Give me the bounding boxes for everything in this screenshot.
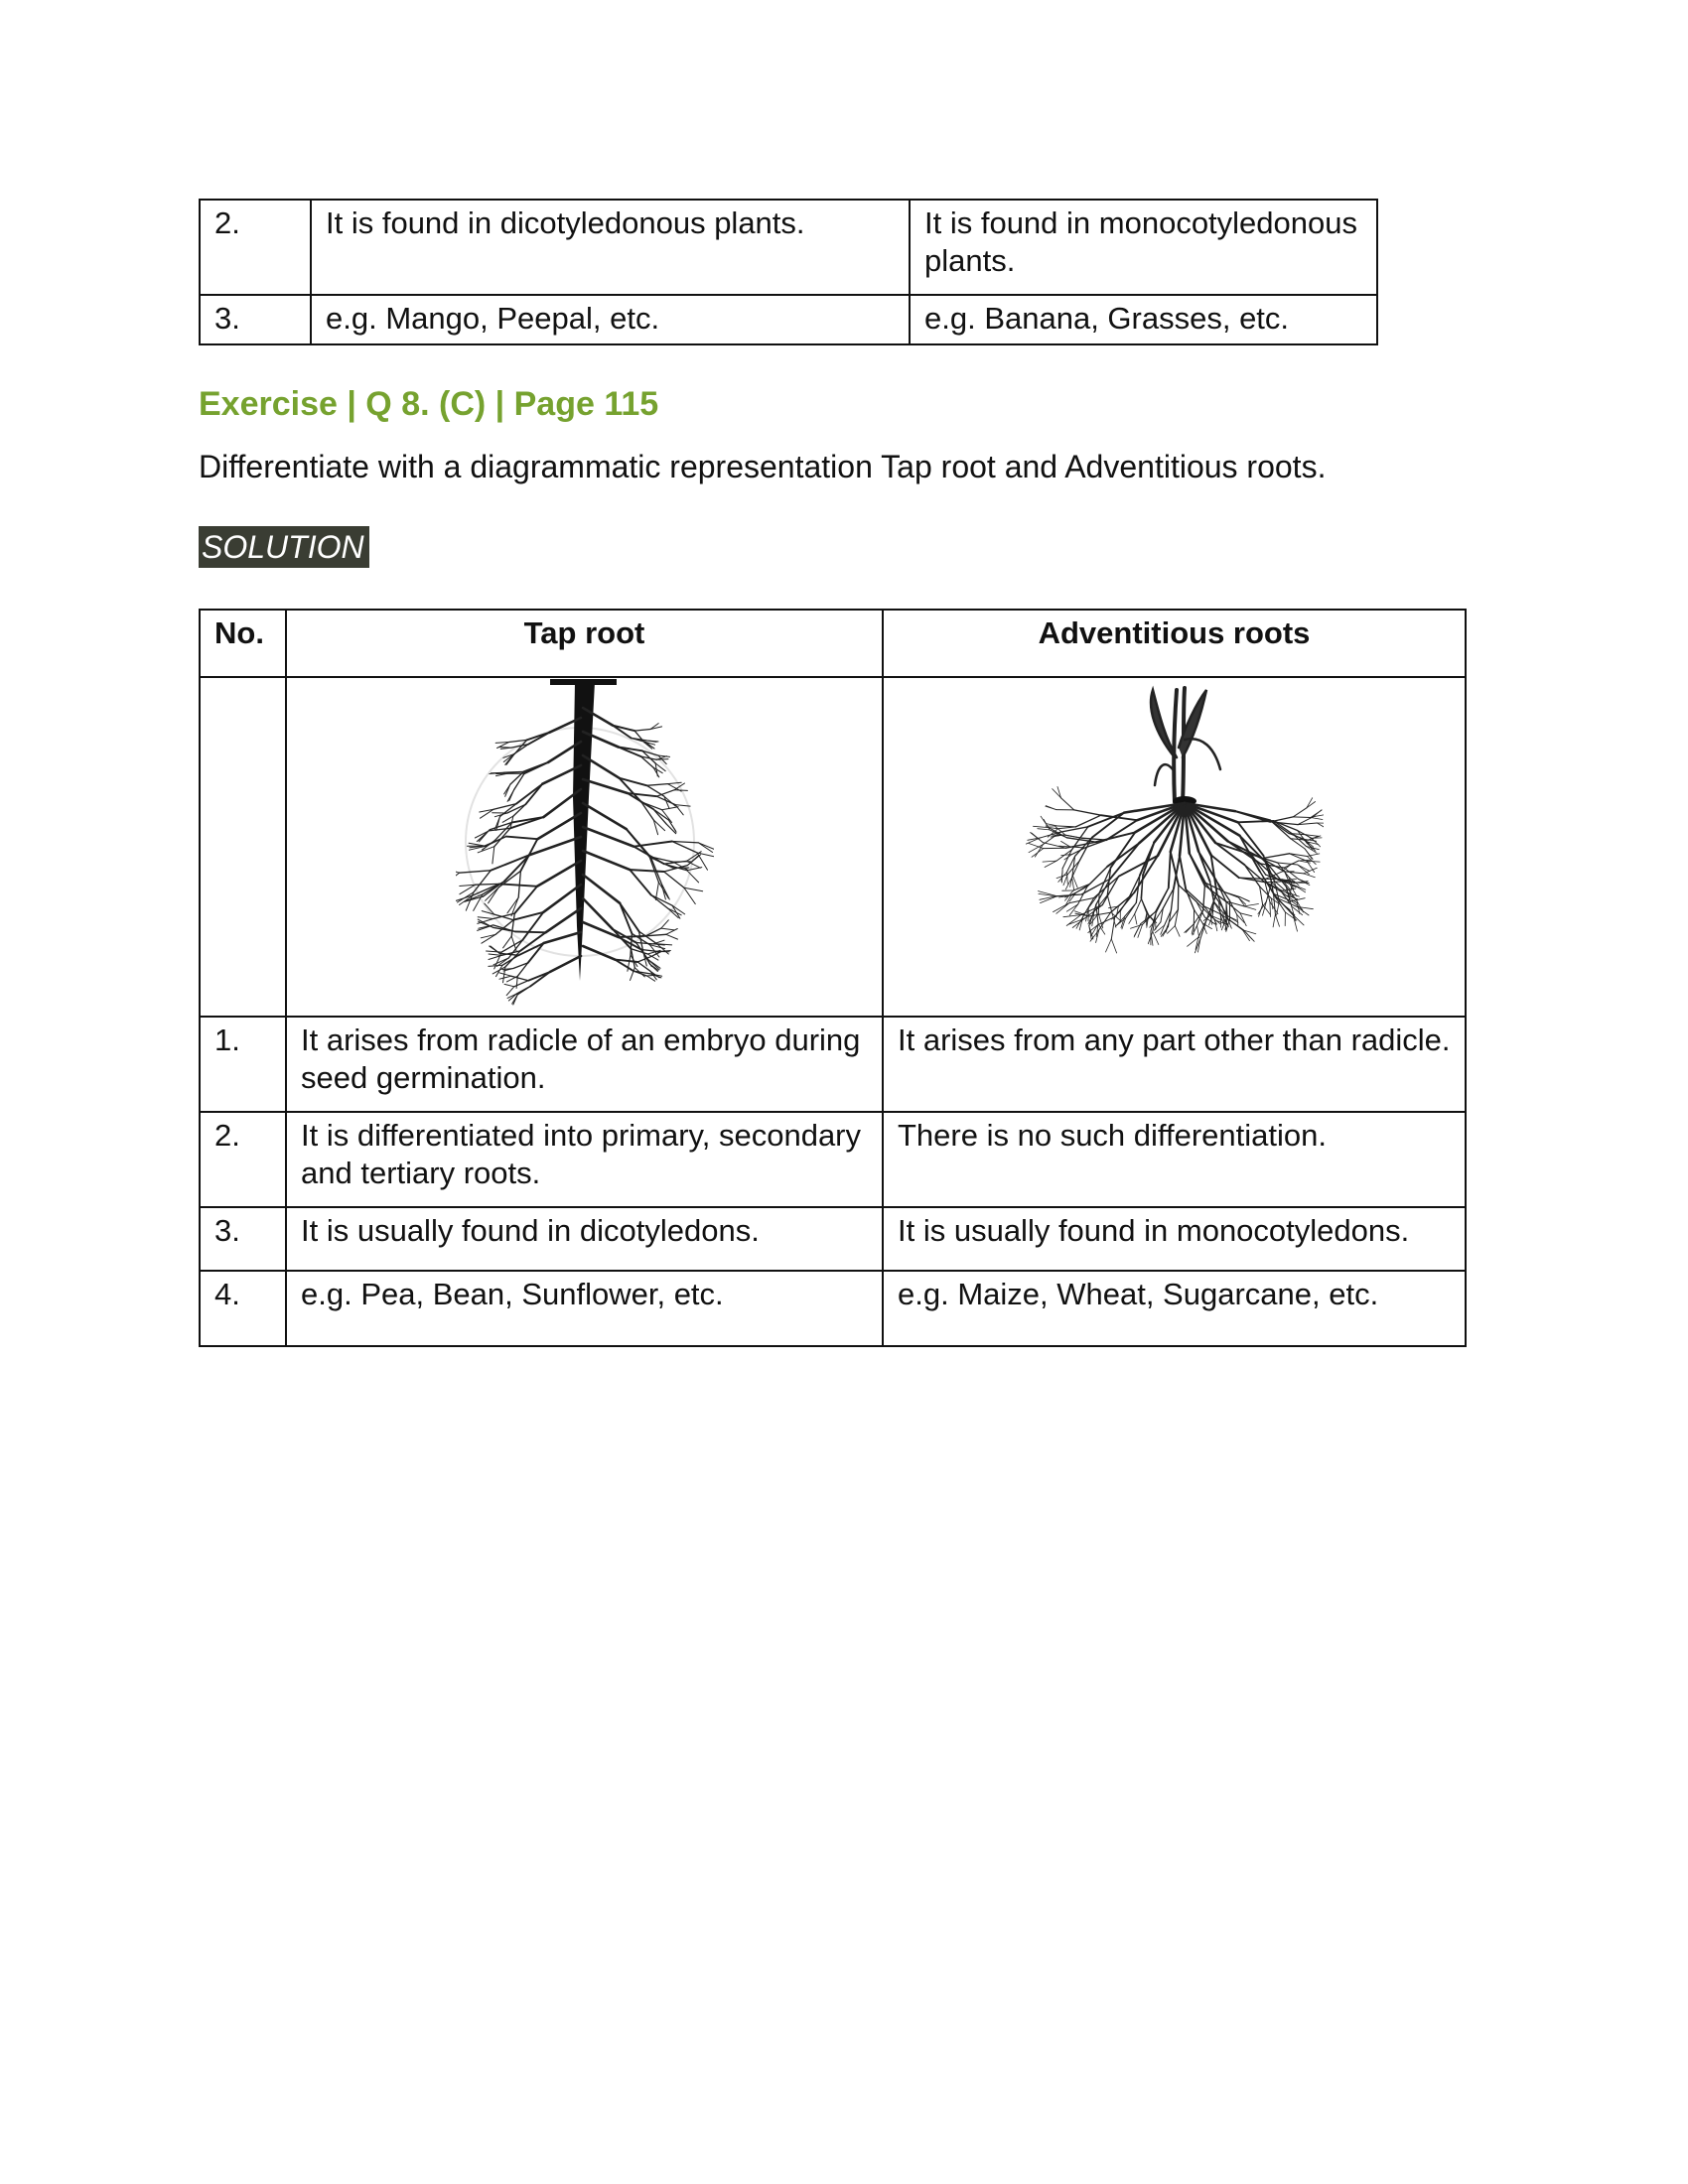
row-number: 3. bbox=[200, 295, 311, 344]
adventitious-cell: It is found in monocotyledonous plants. bbox=[910, 200, 1377, 295]
adventitious-cell: There is no such differentiation. bbox=[883, 1112, 1466, 1207]
question-text: Differentiate with a diagrammatic representation Tap root and Adventitious roots. bbox=[199, 449, 1327, 484]
adventitious-cell: It arises from any part other than radicle. bbox=[883, 1017, 1466, 1112]
row-number: 4. bbox=[200, 1271, 286, 1346]
row-number: 2. bbox=[200, 1112, 286, 1207]
root-comparison-table bbox=[199, 609, 1467, 1347]
table-header-row bbox=[200, 610, 1466, 677]
table-row bbox=[200, 1112, 1466, 1207]
adventitious-cell: It is usually found in monocotyledons. bbox=[883, 1207, 1466, 1271]
header-tap-root: Tap root bbox=[286, 610, 883, 677]
empty-cell bbox=[200, 677, 286, 1017]
tap-root-cell: e.g. Mango, Peepal, etc. bbox=[311, 295, 910, 344]
tap-root-illustration bbox=[287, 678, 882, 1016]
diagram-row bbox=[200, 677, 1466, 1017]
header-adventitious-roots: Adventitious roots bbox=[883, 610, 1466, 677]
tap-root-cell: It arises from radicle of an embryo during seed germination. bbox=[286, 1017, 883, 1112]
row-number: 1. bbox=[200, 1017, 286, 1112]
tap-root-diagram-cell bbox=[286, 677, 883, 1017]
adventitious-cell: e.g. Banana, Grasses, etc. bbox=[910, 295, 1377, 344]
header-no: No. bbox=[200, 610, 286, 677]
exercise-heading: Exercise | Q 8. (C) | Page 115 bbox=[199, 385, 659, 423]
tap-root-cell: It is found in dicotyledonous plants. bbox=[311, 200, 910, 295]
row-number: 2. bbox=[200, 200, 311, 295]
table-row bbox=[200, 295, 1377, 344]
continued-comparison-table bbox=[199, 199, 1378, 345]
table-row bbox=[200, 1017, 1466, 1112]
table-row bbox=[200, 1271, 1466, 1346]
adventitious-cell: e.g. Maize, Wheat, Sugarcane, etc. bbox=[883, 1271, 1466, 1346]
tap-root-cell: It is usually found in dicotyledons. bbox=[286, 1207, 883, 1271]
table-row bbox=[200, 200, 1377, 295]
tap-root-cell: It is differentiated into primary, secondary and tertiary roots. bbox=[286, 1112, 883, 1207]
adventitious-root-illustration bbox=[884, 678, 1465, 1016]
tap-root-cell: e.g. Pea, Bean, Sunflower, etc. bbox=[286, 1271, 883, 1346]
row-number: 3. bbox=[200, 1207, 286, 1271]
table-row bbox=[200, 1207, 1466, 1271]
adventitious-root-diagram-cell bbox=[883, 677, 1466, 1017]
solution-label: SOLUTION bbox=[199, 526, 369, 568]
